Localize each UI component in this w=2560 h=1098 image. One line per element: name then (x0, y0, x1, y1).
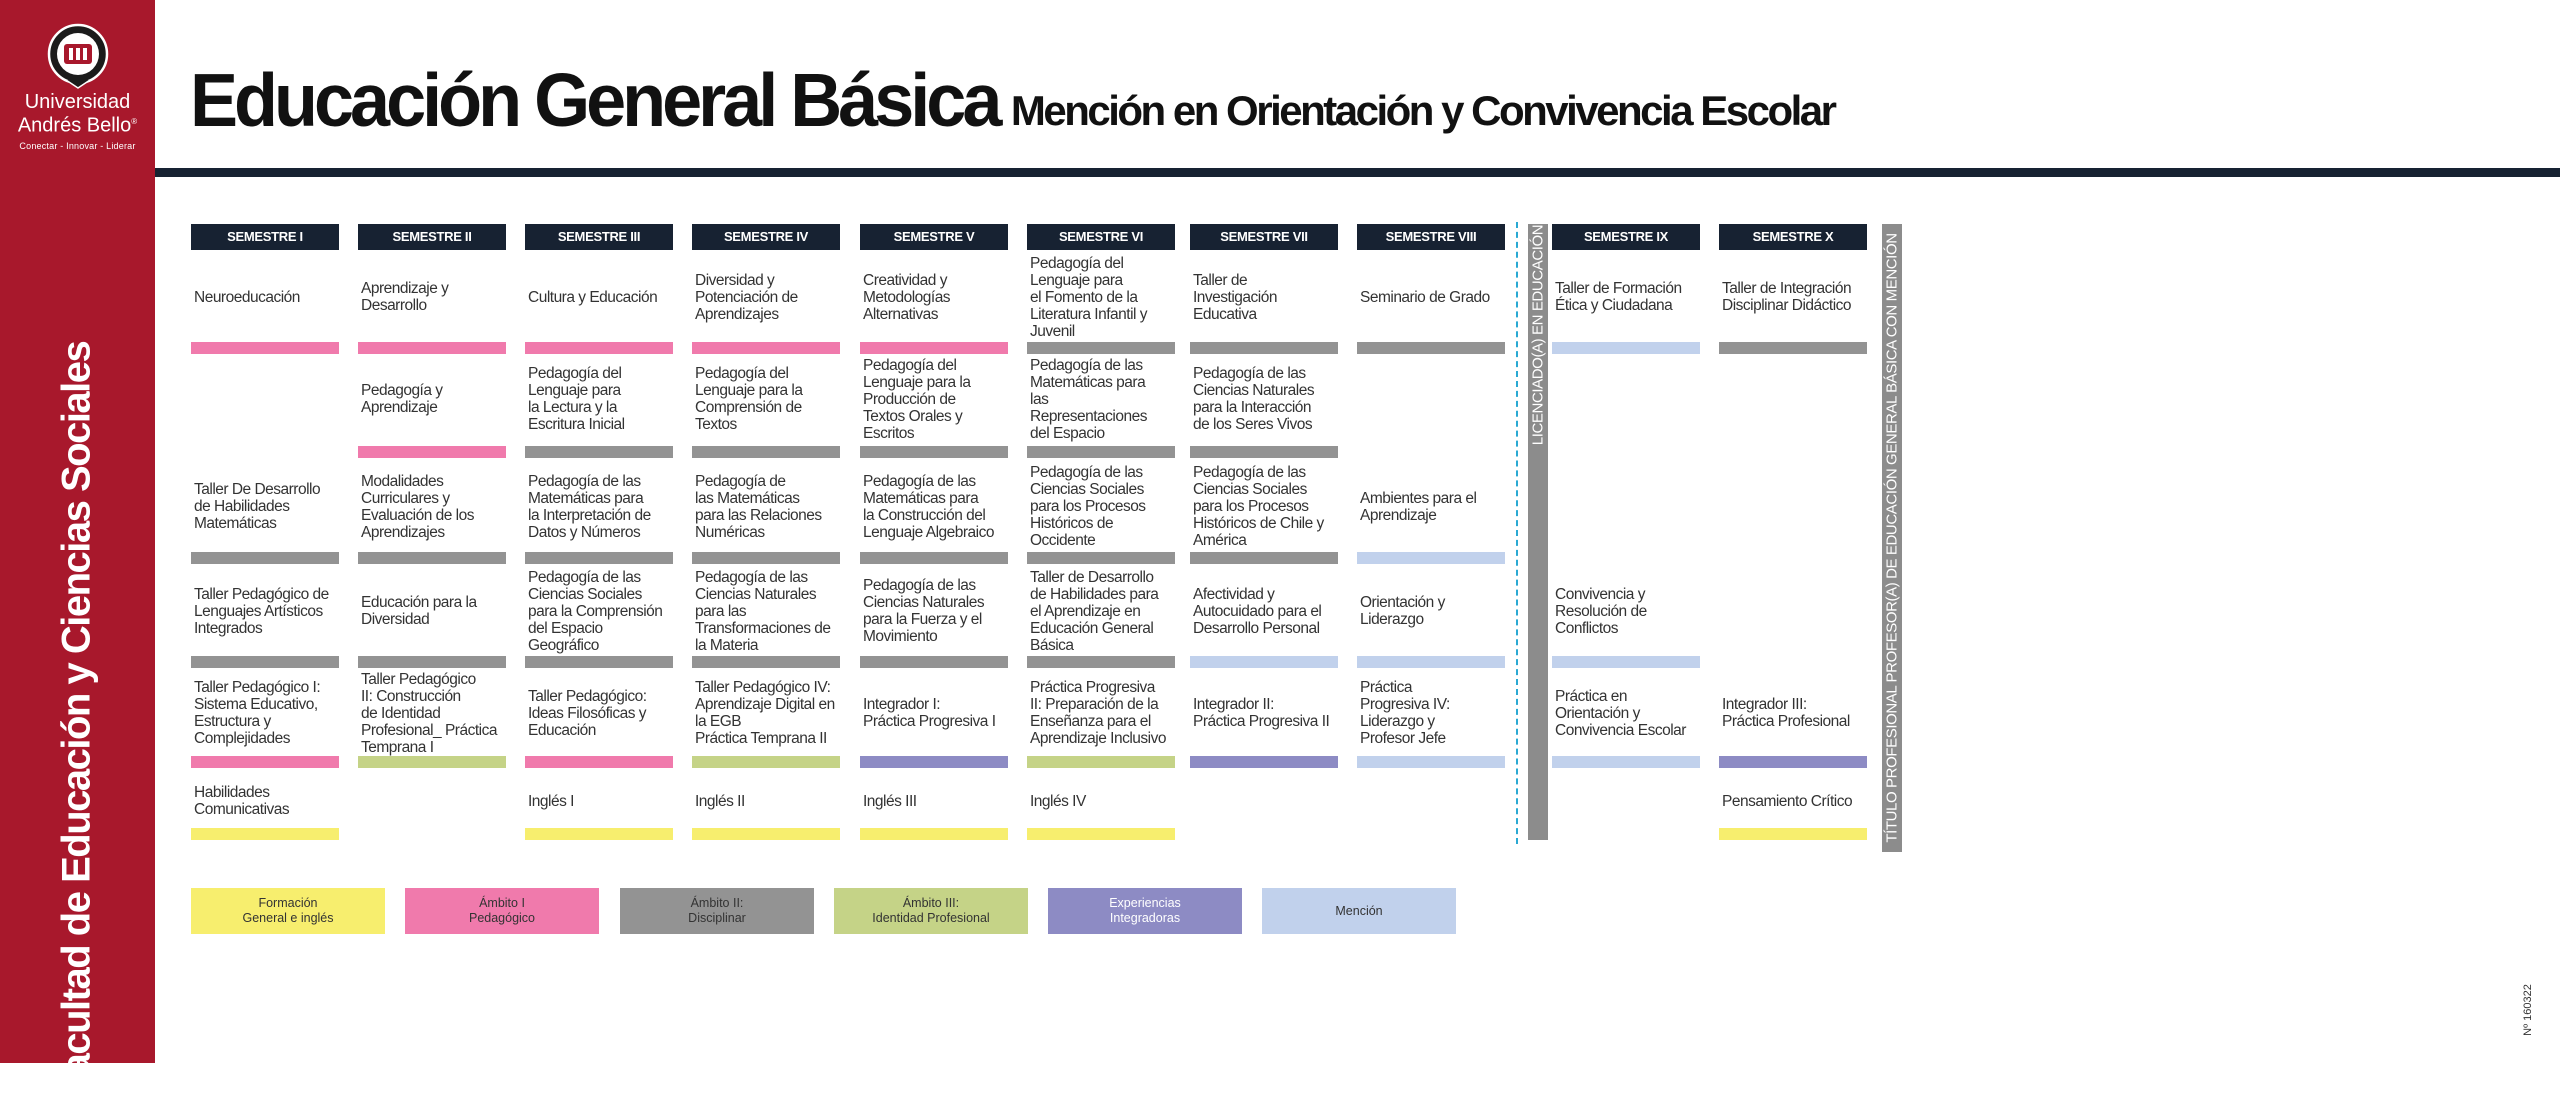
course-name: Inglés II (695, 792, 745, 810)
course-name: Educación para la Diversidad (361, 594, 477, 628)
course-area-bar (692, 756, 840, 768)
course-name: Pedagogía de las Matemáticas para la Interpretación de Datos y Números (528, 472, 651, 541)
course-area-bar (1027, 656, 1175, 668)
legend-item: Experiencias Integradoras (1048, 888, 1242, 934)
semester-header: SEMESTRE III (525, 224, 673, 250)
course-name: Pedagogía de las Matemáticas para la Construcción del Lenguaje Algebraico (863, 472, 994, 541)
course-area-bar (191, 342, 339, 354)
legend-item: Ámbito III: Identidad Profesional (834, 888, 1028, 934)
course-area-bar (525, 656, 673, 668)
course-area-bar (1719, 756, 1867, 768)
course-area-bar (1357, 552, 1505, 564)
program-subtitle: Mención en Orientación y Convivencia Escolar (1010, 87, 1835, 134)
course-name: Pedagogía del Lenguaje para la Producción de Textos Orales y Escritos (863, 356, 971, 442)
course-name: Aprendizaje y Desarrollo (361, 280, 449, 314)
university-logo (0, 22, 155, 151)
course-name: Pedagogía del Lenguaje para el Fomento de la Literatura Infantil y Juvenil (1030, 254, 1148, 340)
legend-item: Ámbito II: Disciplinar (620, 888, 814, 934)
course-name: Afectividad y Autocuidado para el Desarrollo Personal (1193, 585, 1322, 637)
course-name: Pedagogía y Aprendizaje (361, 382, 443, 416)
semester-header: SEMESTRE I (191, 224, 339, 250)
course-area-bar (860, 446, 1008, 458)
course-area-bar (1357, 756, 1505, 768)
course-name: Práctica Progresiva IV: Liderazgo y Profesor Jefe (1360, 679, 1450, 747)
course-name: Habilidades Comunicativas (194, 784, 290, 818)
course-area-bar (1190, 756, 1338, 768)
course-area-bar (358, 552, 506, 564)
course-area-bar (358, 446, 506, 458)
course-name: Cultura y Educación (528, 288, 658, 306)
semester-header: SEMESTRE II (358, 224, 506, 250)
licenciado-label: LICENCIADO(A) EN EDUCACIÓN (1529, 224, 1547, 446)
course-name: Pedagogía de las Ciencias Sociales para los Procesos Históricos de Occidente (1030, 464, 1146, 549)
registered-mark: ® (131, 117, 138, 126)
legend-item: Formación General e inglés (191, 888, 385, 934)
course-name: Inglés IV (1030, 792, 1086, 810)
course-area-bar (692, 828, 840, 840)
course-name: Pensamiento Crítico (1722, 792, 1853, 810)
course-area-bar (191, 552, 339, 564)
course-area-bar (525, 552, 673, 564)
course-area-bar (860, 656, 1008, 668)
course-name: Ambientes para el Aprendizaje (1360, 489, 1477, 524)
semester-header: SEMESTRE IX (1552, 224, 1700, 250)
course-name: Taller Pedagógico I: Sistema Educativo, Estructura y Complejidades (194, 679, 321, 747)
course-area-bar (1552, 656, 1700, 668)
course-area-bar (692, 552, 840, 564)
course-name: Orientación y Liderazgo (1360, 594, 1445, 628)
course-area-bar (358, 756, 506, 768)
course-area-bar (1552, 756, 1700, 768)
course-name: Pedagogía de las Matemáticas para las Relaciones Numéricas (695, 472, 822, 541)
faculty-name: Facultad de Educación y Ciencias Sociales (54, 341, 99, 1098)
course-name: Taller de Formación Ética y Ciudadana (1555, 280, 1682, 314)
semester-header: SEMESTRE IV (692, 224, 840, 250)
semester-header: SEMESTRE X (1719, 224, 1867, 250)
course-name: Seminario de Grado (1360, 288, 1490, 306)
course-name: Inglés III (863, 792, 917, 810)
course-name: Integrador I: Práctica Progresiva I (863, 696, 996, 730)
course-name: Taller Pedagógico: Ideas Filosóficas y Educación (528, 687, 647, 739)
page-title (190, 60, 1834, 142)
course-name: Pedagogía de las Ciencias Naturales para la Interacción de los Seres Vivos (1193, 365, 1315, 433)
course-name: Taller Pedagógico II: Construcción de Identidad Profesional_ Práctica Temprana I (361, 670, 497, 756)
course-name: Pedagogía del Lenguaje para la Comprensión de Textos (695, 365, 803, 433)
semester-header: SEMESTRE VIII (1357, 224, 1505, 250)
course-area-bar (860, 552, 1008, 564)
course-area-bar (358, 656, 506, 668)
course-name: Taller Pedagógico IV: Aprendizaje Digital en la EGB Práctica Temprana II (695, 679, 835, 747)
licenciado-divider (1516, 222, 1518, 844)
university-seal-icon (46, 22, 110, 90)
university-name-line2: Andrés Bello® (17, 114, 138, 137)
course-area-bar (1357, 656, 1505, 668)
course-area-bar (1027, 552, 1175, 564)
semester-header: SEMESTRE VII (1190, 224, 1338, 250)
course-name: Taller de Integración Disciplinar Didáctico (1722, 280, 1852, 314)
course-name: Pedagogía de las Ciencias Sociales para los Procesos Históricos de Chile y América (1193, 464, 1324, 549)
course-area-bar (692, 656, 840, 668)
faculty-sidebar (0, 0, 155, 1098)
course-area-bar (1552, 342, 1700, 354)
course-name: Modalidades Curriculares y Evaluación de los Aprendizajes (361, 472, 474, 541)
university-name-line1: Universidad (24, 91, 131, 113)
semester-header: SEMESTRE VI (1027, 224, 1175, 250)
course-area-bar (191, 756, 339, 768)
course-area-bar (1357, 342, 1505, 354)
course-name: Práctica Progresiva II: Preparación de la Enseñanza para el Aprendizaje Inclusivo (1030, 679, 1166, 747)
course-name: Pedagogía de las Ciencias Naturales para las Transformaciones de la Materia (695, 568, 831, 654)
document-code: Nº 160322 (2522, 984, 2534, 1036)
titulo-label: TÍTULO PROFESIONAL PROFESOR(A) DE EDUCACIÓN GENERAL BÁSICA CON MENCIÓN (1883, 233, 1901, 843)
course-name: Diversidad y Potenciación de Aprendizajes (695, 271, 798, 323)
course-area-bar (860, 756, 1008, 768)
course-area-bar (525, 828, 673, 840)
course-area-bar (1190, 446, 1338, 458)
course-area-bar (1190, 552, 1338, 564)
course-area-bar (1190, 656, 1338, 668)
course-area-bar (525, 756, 673, 768)
program-title: Educación General Básica (190, 59, 999, 143)
course-area-bar (1719, 828, 1867, 840)
course-name: Taller de Desarrollo de Habilidades para el Aprendizaje en Educación General Básica (1030, 568, 1159, 654)
university-tagline: Conectar - Innovar - Liderar (19, 140, 136, 151)
course-name: Convivencia y Resolución de Conflictos (1555, 585, 1647, 637)
title-rule (155, 168, 2560, 177)
course-name: Pedagogía de las Ciencias Naturales para la Fuerza y el Movimiento (863, 577, 985, 645)
legend-item: Ámbito I Pedagógico (405, 888, 599, 934)
course-name: Integrador III: Práctica Profesional (1722, 696, 1850, 730)
course-area-bar (1027, 756, 1175, 768)
course-area-bar (191, 828, 339, 840)
course-area-bar (525, 446, 673, 458)
course-name: Pedagogía del Lenguaje para la Lectura y la Escritura Inicial (528, 365, 625, 433)
course-name: Pedagogía de las Ciencias Sociales para la Comprensión del Espacio Geográfico (528, 568, 663, 654)
course-name: Taller de Investigación Educativa (1193, 271, 1277, 323)
course-area-bar (1027, 446, 1175, 458)
course-area-bar (1027, 828, 1175, 840)
course-name: Integrador II: Práctica Progresiva II (1193, 696, 1330, 730)
course-name: Taller De Desarrollo de Habilidades Matemáticas (194, 481, 321, 532)
course-name: Pedagogía de las Matemáticas para las Representaciones del Espacio (1030, 356, 1147, 442)
course-name: Inglés I (528, 792, 574, 810)
course-area-bar (860, 828, 1008, 840)
course-name: Creatividad y Metodologías Alternativas (863, 271, 951, 323)
course-name: Práctica en Orientación y Convivencia Escolar (1555, 687, 1686, 739)
course-name: Taller Pedagógico de Lenguajes Artísticos Integrados (194, 585, 329, 637)
course-area-bar (191, 656, 339, 668)
legend-item: Mención (1262, 888, 1456, 934)
course-area-bar (692, 446, 840, 458)
course-area-bar (1719, 342, 1867, 354)
course-name: Neuroeducación (194, 288, 300, 306)
semester-header: SEMESTRE V (860, 224, 1008, 250)
